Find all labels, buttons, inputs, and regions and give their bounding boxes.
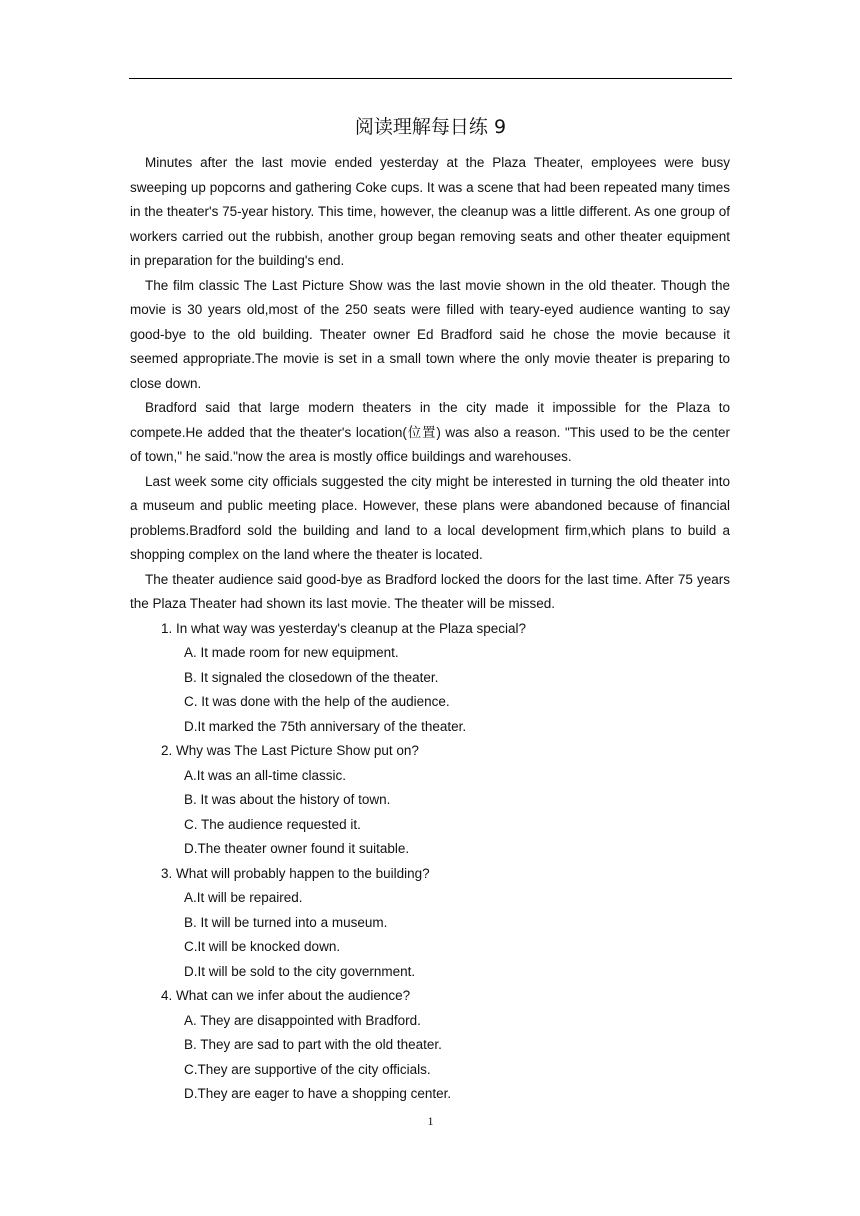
passage-paragraph-4: Last week some city officials suggested the city might be interested in turning the old theater into a museum and public meeting place. However, these plans were abandoned because of financial problems.Bradford sold the building and land to a local development firm,which plans to build a shopping complex on the land where the theater is located. (130, 473, 730, 562)
answer-option-d: D.It will be sold to the city government. (184, 963, 416, 979)
answer-option-b: B. They are sad to part with the old theater. (184, 1037, 442, 1052)
answer-option-b: B. It will be turned into a museum. (184, 914, 388, 930)
question-1 (130, 617, 730, 740)
question-3 (130, 862, 730, 985)
page-number: 1 (427, 1114, 434, 1128)
answer-option-a: A.It was an all-time classic. (184, 767, 347, 783)
answer-option-d: D.It marked the 75th anniversary of the theater. (184, 718, 467, 734)
passage-paragraph-5: The theater audience said good-bye as Bradford locked the doors for the last time. After 75 years the Plaza Theater had shown its last movie. The theater will be missed. (130, 571, 730, 611)
answer-option-a: A. It made room for new equipment. (184, 645, 399, 660)
question-4 (130, 984, 730, 1107)
answer-option-a: A.It will be repaired. (184, 890, 303, 905)
answer-option-c: C.It will be knocked down. (184, 939, 341, 954)
passage-paragraph-2: The film classic The Last Picture Show was the last movie shown in the old theater. Though the movie is 30 years old,most of the 250 seats were filled with teary-eyed audience wanting to say good-bye to the old building. Theater owner Ed Bradford said he chose the movie because it seemed appropriate.The movie is set in a small town where the only movie theater is preparing to close down. (130, 277, 730, 391)
answer-option-c: C.They are supportive of the city officials. (184, 1061, 431, 1077)
passage-body (130, 151, 730, 1107)
page-title: 阅读理解每日练 9 (354, 116, 507, 138)
answer-option-d: D.The theater owner found it suitable. (184, 841, 410, 856)
question-stem: 2. Why was The Last Picture Show put on? (161, 743, 419, 758)
header-rule (129, 78, 732, 79)
question-2 (130, 739, 730, 862)
answer-option-b: B. It was about the history of town. (184, 792, 391, 807)
passage-paragraph-3: Bradford said that large modern theaters in the city made it impossible for the Plaza to compete.He added that the theater's location(位置) was also a reason. "This used to be the center of town," he said."now the area is mostly office buildings and warehouses. (130, 400, 730, 464)
answer-option-d: D.They are eager to have a shopping center. (184, 1086, 452, 1101)
answer-option-c: C. The audience requested it. (184, 816, 361, 832)
question-stem: 1. In what way was yesterday's cleanup at the Plaza special? (161, 620, 527, 636)
answer-option-a: A. They are disappointed with Bradford. (184, 1012, 421, 1028)
passage-paragraph-1: Minutes after the last movie ended yesterday at the Plaza Theater, employees were busy sweeping up popcorns and gathering Coke cups. It was a scene that had been repeated many times in the theater's 75-year history. This time, however, the cleanup was a little different. As one group of workers carried out the rubbish, another group began removing seats and other theater equipment in preparation for the building's end. (130, 155, 730, 268)
question-stem: 4. What can we infer about the audience? (161, 988, 411, 1003)
answer-option-c: C. It was done with the help of the audience. (184, 694, 450, 709)
question-list (130, 617, 730, 1107)
answer-option-b: B. It signaled the closedown of the theater. (184, 669, 439, 685)
question-stem: 3. What will probably happen to the building? (161, 865, 430, 881)
